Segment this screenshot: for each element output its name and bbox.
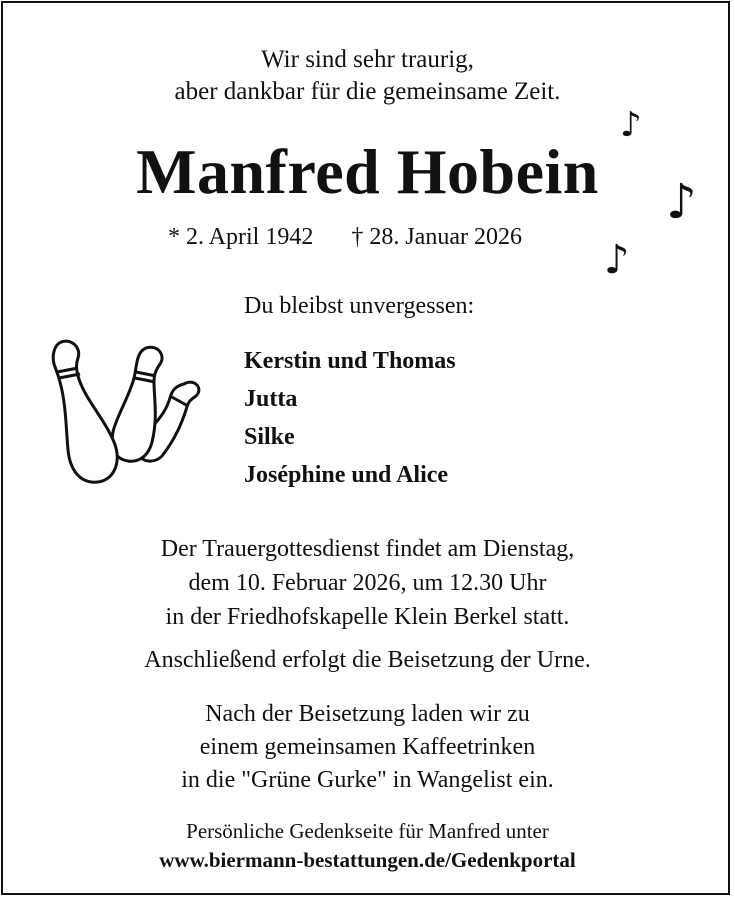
music-note-icon: ♪ <box>620 105 642 145</box>
mourner-name: Silke <box>244 424 295 450</box>
memorial-page-text: Persönliche Gedenkseite für Manfred unter <box>186 819 549 843</box>
life-dates <box>168 222 522 252</box>
death-date: † 28. Januar 2026 <box>351 224 522 250</box>
invitation-line-3: in die "Grüne Gurke" in Wangelist ein. <box>181 767 554 793</box>
intro-line-1: Wir sind sehr traurig, <box>261 46 474 73</box>
service-line-3: in der Friedhofskapelle Klein Berkel statt. <box>165 604 570 630</box>
invitation-info <box>0 698 735 797</box>
mourner-name: Jutta <box>244 386 298 412</box>
memorial-page-link[interactable]: www.biermann-bestattungen.de/Gedenkportal <box>159 848 576 872</box>
service-info <box>0 532 735 634</box>
invitation-line-2: einem gemeinsamen Kaffeetrinken <box>199 734 536 760</box>
service-line-2: dem 10. Februar 2026, um 12.30 Uhr <box>188 570 547 596</box>
birth-date: * 2. April 1942 <box>168 224 314 250</box>
music-note-icon: ♪ <box>666 174 697 230</box>
mourner-name: Joséphine und Alice <box>244 462 449 488</box>
service-line-1: Der Trauergottesdienst findet am Dienstag, <box>160 536 575 562</box>
mourner-name: Kerstin und Thomas <box>244 348 456 374</box>
intro-line-2: aber dankbar für die gemeinsame Zeit. <box>174 78 561 105</box>
mourners-list <box>244 342 456 494</box>
deceased-name: Manfred Hobein <box>136 136 599 207</box>
mourners-heading: Du bleibst unvergessen: <box>244 293 475 319</box>
music-note-icon: ♪ <box>604 237 630 283</box>
burial-info: Anschließend erfolgt die Beisetzung der Urne. <box>144 647 591 673</box>
invitation-line-1: Nach der Beisetzung laden wir zu <box>205 701 530 727</box>
bowling-pins-icon <box>44 338 204 488</box>
